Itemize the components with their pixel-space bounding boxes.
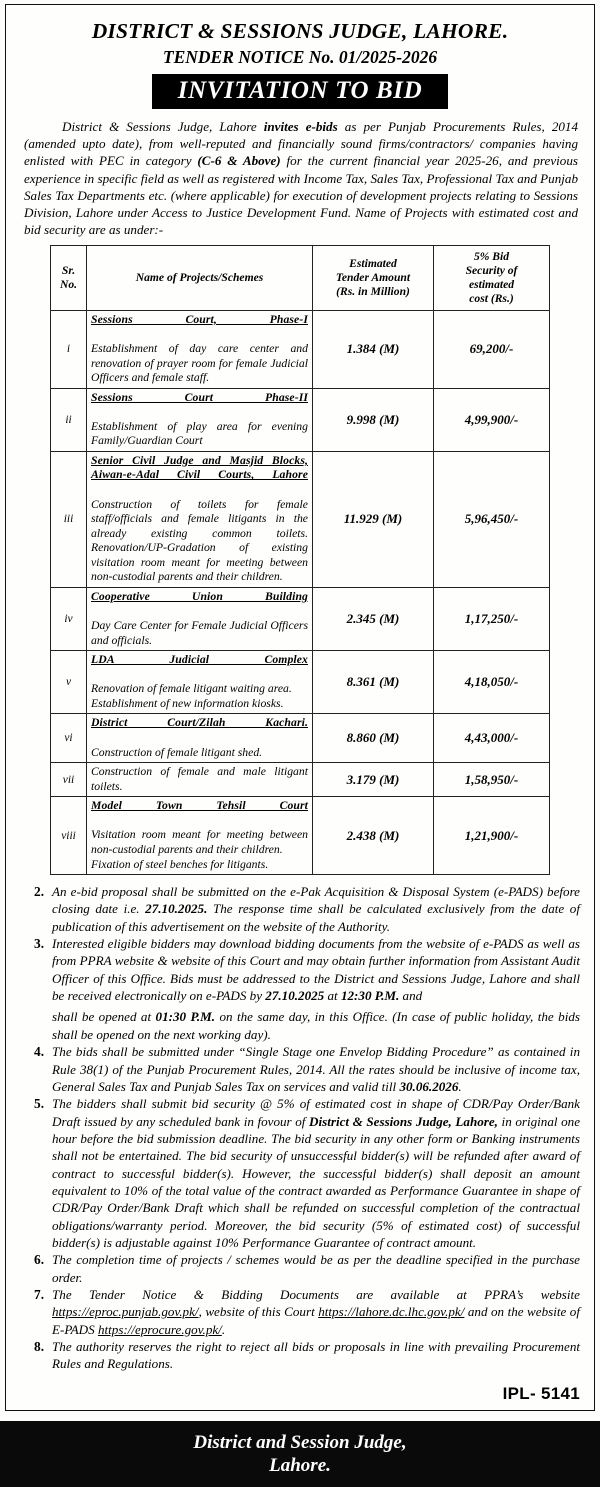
clause-3 [22, 935, 580, 1043]
clause-3-para-2 [52, 1008, 580, 1043]
notice-subtitle: TENDER NOTICE No. 01/2025-2026 [162, 47, 438, 68]
table-row [51, 797, 550, 875]
sec-line-4: cost (Rs.) [469, 291, 514, 305]
clause-3-p2t2: on the same day, in this Office. (In case of public holiday, the bids shall be opened on the next working day). [52, 1009, 580, 1042]
clause-4-para [52, 1043, 580, 1095]
clause-7-text [52, 1286, 580, 1338]
link-court-website[interactable]: https://lahore.dc.lhc.gov.pk/ [318, 1304, 465, 1320]
cell-bid-security: 1,58,950/- [434, 763, 550, 797]
cell-project-heading: LDA Judicial Complex [91, 653, 308, 667]
column-header-bid-security [434, 246, 550, 311]
cell-estimated-amount: 2.345 (M) [313, 587, 434, 650]
cell-project-heading: Model Town Tehsil Court [91, 799, 308, 813]
sr-line-2: No. [59, 278, 78, 291]
clause-3-number: 3. [34, 936, 45, 952]
column-header-sr-no [51, 246, 87, 311]
cell-sr-no: vii [51, 763, 87, 797]
table-row [51, 451, 550, 587]
cell-project-name [87, 388, 313, 451]
table-row [51, 587, 550, 650]
cell-project-name [87, 451, 313, 587]
cell-project-description: Establishment of day care center and renovation of prayer room for female Judicial Officers and female staff. [91, 341, 308, 385]
clause-3-date: 27.10.2025 [265, 988, 325, 1004]
invitation-banner: INVITATION TO BID [152, 74, 449, 109]
amt-line-1: Estimated [349, 257, 397, 271]
amt-line-2: Tender Amount [335, 271, 411, 285]
cell-bid-security: 4,43,000/- [434, 714, 550, 763]
clause-3-time-open: 01:30 P.M. [155, 1009, 216, 1025]
sec-line-2: Security of [465, 264, 518, 278]
cell-sr-no: vi [51, 714, 87, 763]
cell-estimated-amount: 2.438 (M) [313, 797, 434, 875]
cell-bid-security: 4,18,050/- [434, 651, 550, 714]
clause-5-payee: District & Sessions Judge, Lahore, [309, 1113, 498, 1129]
cell-sr-no: ii [51, 388, 87, 451]
footer-line-2: Lahore. [269, 1455, 331, 1476]
clause-6 [22, 1251, 580, 1286]
clause-2-text [52, 883, 580, 935]
intro-paragraph [24, 118, 578, 238]
footer-line-1: District and Session Judge, [193, 1431, 407, 1453]
clause-5-text [52, 1095, 580, 1251]
cell-project-name [87, 797, 313, 875]
sec-line-1: 5% Bid [473, 250, 510, 264]
cell-project-name [87, 310, 313, 388]
cell-sr-no: iv [51, 587, 87, 650]
cell-sr-no: v [51, 651, 87, 714]
clause-6-text [52, 1251, 580, 1286]
cell-project-heading: Cooperative Union Building [91, 589, 308, 603]
clause-8-number: 8. [34, 1339, 45, 1354]
sr-line-1: Sr. [61, 264, 76, 278]
table-row [51, 763, 550, 797]
clause-7-para [52, 1286, 580, 1338]
cell-bid-security: 1,21,900/- [434, 797, 550, 875]
intro-part-3: for the current financial year 2025-26, and previous experience in specific field as well as registered with Income Tax, Sales Tax, Professional Tax and Punjab Sales Tax Departments etc. (where applicable) for execution of development projects relating to Sessions Division, Lahore under Access to Justice Development Fund. Name of Projects with estimated cost and bid security are as under:- [24, 153, 578, 238]
clause-3-time-submit: 12:30 P.M. [340, 988, 400, 1004]
link-ppra-website[interactable]: https://eproc.punjab.gov.pk/ [52, 1304, 199, 1320]
cell-project-description: Visitation room meant for meeting between non-custodial parents and their children. [91, 828, 308, 856]
clause-2 [22, 883, 580, 935]
cell-project-name [87, 763, 313, 797]
clause-5 [22, 1095, 580, 1251]
cell-bid-security: 69,200/- [434, 310, 550, 388]
clause-3-text [52, 935, 580, 1043]
cell-project-heading: Sessions Court, Phase-I [91, 312, 308, 326]
table-row [51, 714, 550, 763]
footer-band [0, 1421, 600, 1487]
cell-project-description: Construction of toilets for female staff/officials and female litigants in the already existing common toilets. Renovation/UP-Gradation of existing visitation room meant for meeting between non-custodial parents and their children. [91, 497, 308, 584]
clause-2-number: 2. [34, 884, 45, 900]
table-header-row [51, 246, 550, 311]
intro-bold-category: (C-6 & Above) [197, 153, 281, 169]
link-epads-website[interactable]: https://eprocure.gov.pk/ [97, 1321, 222, 1337]
intro-bold-invites: invites e-bids [263, 119, 338, 135]
clause-2-t1: An e-bid proposal shall be submitted on the e-Pak Acquisition & Disposal System (e-PADS) before closing date i.e. [52, 884, 580, 917]
clause-4-valid-date: 30.06.2026 [399, 1078, 459, 1094]
clause-4-t2: . [458, 1078, 462, 1094]
clause-7-t1: The Tender Notice & Bidding Documents are available at PPRA’s website [52, 1286, 580, 1302]
clause-7 [22, 1286, 580, 1338]
column-header-project-name: Name of Projects/Schemes [87, 246, 313, 311]
cell-project-description: Construction of female and male litigant toilets. [91, 765, 308, 793]
clause-8 [22, 1338, 580, 1373]
cell-bid-security: 4,99,900/- [434, 388, 550, 451]
clause-6-number: 6. [34, 1252, 45, 1268]
clause-7-t2: , website of this Court [198, 1304, 319, 1320]
column-header-estimated-amount [313, 246, 434, 311]
cell-sr-no: viii [51, 797, 87, 875]
clause-4-t1: The bids shall be submitted under “Single Stage one Envelop Bidding Procedure” as contained in Rule 38(1) of the Punjab Procurement Rules, 2014. All the rates should be inclusive of income tax, General Sales Tax and Punjab Sales Tax on services and valid till [52, 1044, 580, 1094]
cell-project-heading: Sessions Court Phase-II [91, 390, 308, 404]
clause-3-t2: at [324, 988, 341, 1004]
page-title: DISTRICT & SESSIONS JUDGE, LAHORE. [91, 19, 509, 43]
sec-line-3: estimated [468, 278, 515, 291]
clause-3-p2t1: shall be opened at [52, 1009, 156, 1025]
cell-project-description-2: Establishment of new information kiosks. [91, 696, 284, 710]
clause-5-para [52, 1095, 580, 1251]
clause-5-t2: in original one hour before the bid submission deadline. The bid security in any other form or Banking instruments shall not be entertained. The bid security of unsuccessful bidder(s) will be refunded after award of contract to successful bidder(s). However, the successful bidder(s) shall deposit an amount equivalent to 10% of the total value of the contract awarded as Performance Guarantee in shape of CDR/Pay Order/Bank Draft which shall be refunded on successful completion of the contractual obligations/warranty period. Moreover, the bid security (5% of estimated cost) of successful bidder(s) is adjustable against 10% Performance Guarantee of contract amount. [52, 1113, 581, 1250]
cell-estimated-amount: 8.860 (M) [313, 714, 434, 763]
cell-project-name [87, 587, 313, 650]
clause-7-t4: . [221, 1321, 226, 1337]
cell-bid-security: 5,96,450/- [434, 451, 550, 587]
intro-part-2: as per Punjab Procurements Rules, 2014 (amended upto date), from well-reputed and financially sound firms/contractors/ companies having enlisted with PEC in category [24, 119, 579, 169]
clause-2-t2: The response time shall be calculated exclusively from the date of publication of this advertisement on the website of the Authority. [52, 901, 580, 934]
clause-7-number: 7. [34, 1286, 45, 1302]
projects-table [50, 245, 550, 875]
clause-3-para-1 [52, 935, 580, 1004]
clause-4-number: 4. [34, 1044, 45, 1060]
table-body [51, 310, 550, 874]
clause-5-number: 5. [34, 1096, 45, 1112]
cell-estimated-amount: 8.361 (M) [313, 651, 434, 714]
banner-container [16, 74, 584, 109]
clause-4 [22, 1043, 580, 1095]
cell-project-description-2: Fixation of steel benches for litigants. [91, 857, 269, 871]
clause-3-t3: and [399, 988, 423, 1004]
cell-project-description: Day Care Center for Female Judicial Officers and officials. [91, 619, 308, 647]
clause-5-t1: The bidders shall submit bid security @ 5% of estimated cost in shape of CDR/Pay Order/Bank Draft issued by any scheduled bank in fovour of [52, 1096, 580, 1129]
table-head [51, 246, 550, 311]
table-row [51, 310, 550, 388]
cell-project-description: Establishment of play area for evening Family/Guardian Court [91, 419, 308, 448]
cell-sr-no: iii [51, 451, 87, 587]
amt-line-3: (Rs. in Million) [336, 284, 410, 298]
intro-part-1: District & Sessions Judge, Lahore [62, 119, 264, 135]
cell-estimated-amount: 3.179 (M) [313, 763, 434, 797]
cell-project-name [87, 714, 313, 763]
cell-project-description: Construction of female litigant shed. [91, 745, 263, 759]
cell-project-name [87, 651, 313, 714]
cell-project-description: Renovation of female litigant waiting area. [91, 682, 292, 696]
notice-paper [5, 4, 595, 1411]
cell-sr-no: i [51, 310, 87, 388]
clauses-list [22, 883, 580, 1373]
cell-project-heading: Senior Civil Judge and Masjid Blocks, Aiwan-e-Adal Civil Courts, Lahore [91, 453, 308, 482]
clause-7-t3: and on the website of E-PADS [52, 1304, 580, 1337]
clause-3-t1: Interested eligible bidders may download bidding documents from the website of e-PADS as well as from PPRA website & website of this Court and may obtain further information from Assistant Audit Officer of this Office. Bids must be addressed to the District and Sessions Judge, Lahore and shall be received electronically on e-PADS by [52, 936, 580, 1004]
clause-2-date: 27.10.2025. [145, 901, 208, 917]
cell-estimated-amount: 1.384 (M) [313, 310, 434, 388]
clause-4-text [52, 1043, 580, 1095]
cell-estimated-amount: 9.998 (M) [313, 388, 434, 451]
cell-project-heading: District Court/Zilah Kachari. [91, 716, 308, 730]
table-row [51, 388, 550, 451]
clause-8-para: The authority reserves the right to reject all bids or proposals in line with prevailing Procurement Rules and Regulations. [52, 1339, 580, 1372]
cell-bid-security: 1,17,250/- [434, 587, 550, 650]
clause-8-text [52, 1338, 580, 1373]
clause-6-para: The completion time of projects / schemes would be as per the deadline specified in the purchase order. [52, 1252, 580, 1285]
table-row [51, 651, 550, 714]
cell-estimated-amount: 11.929 (M) [313, 451, 434, 587]
ipl-code: IPL- 5141 [502, 1384, 580, 1403]
clause-2-para [52, 883, 580, 935]
